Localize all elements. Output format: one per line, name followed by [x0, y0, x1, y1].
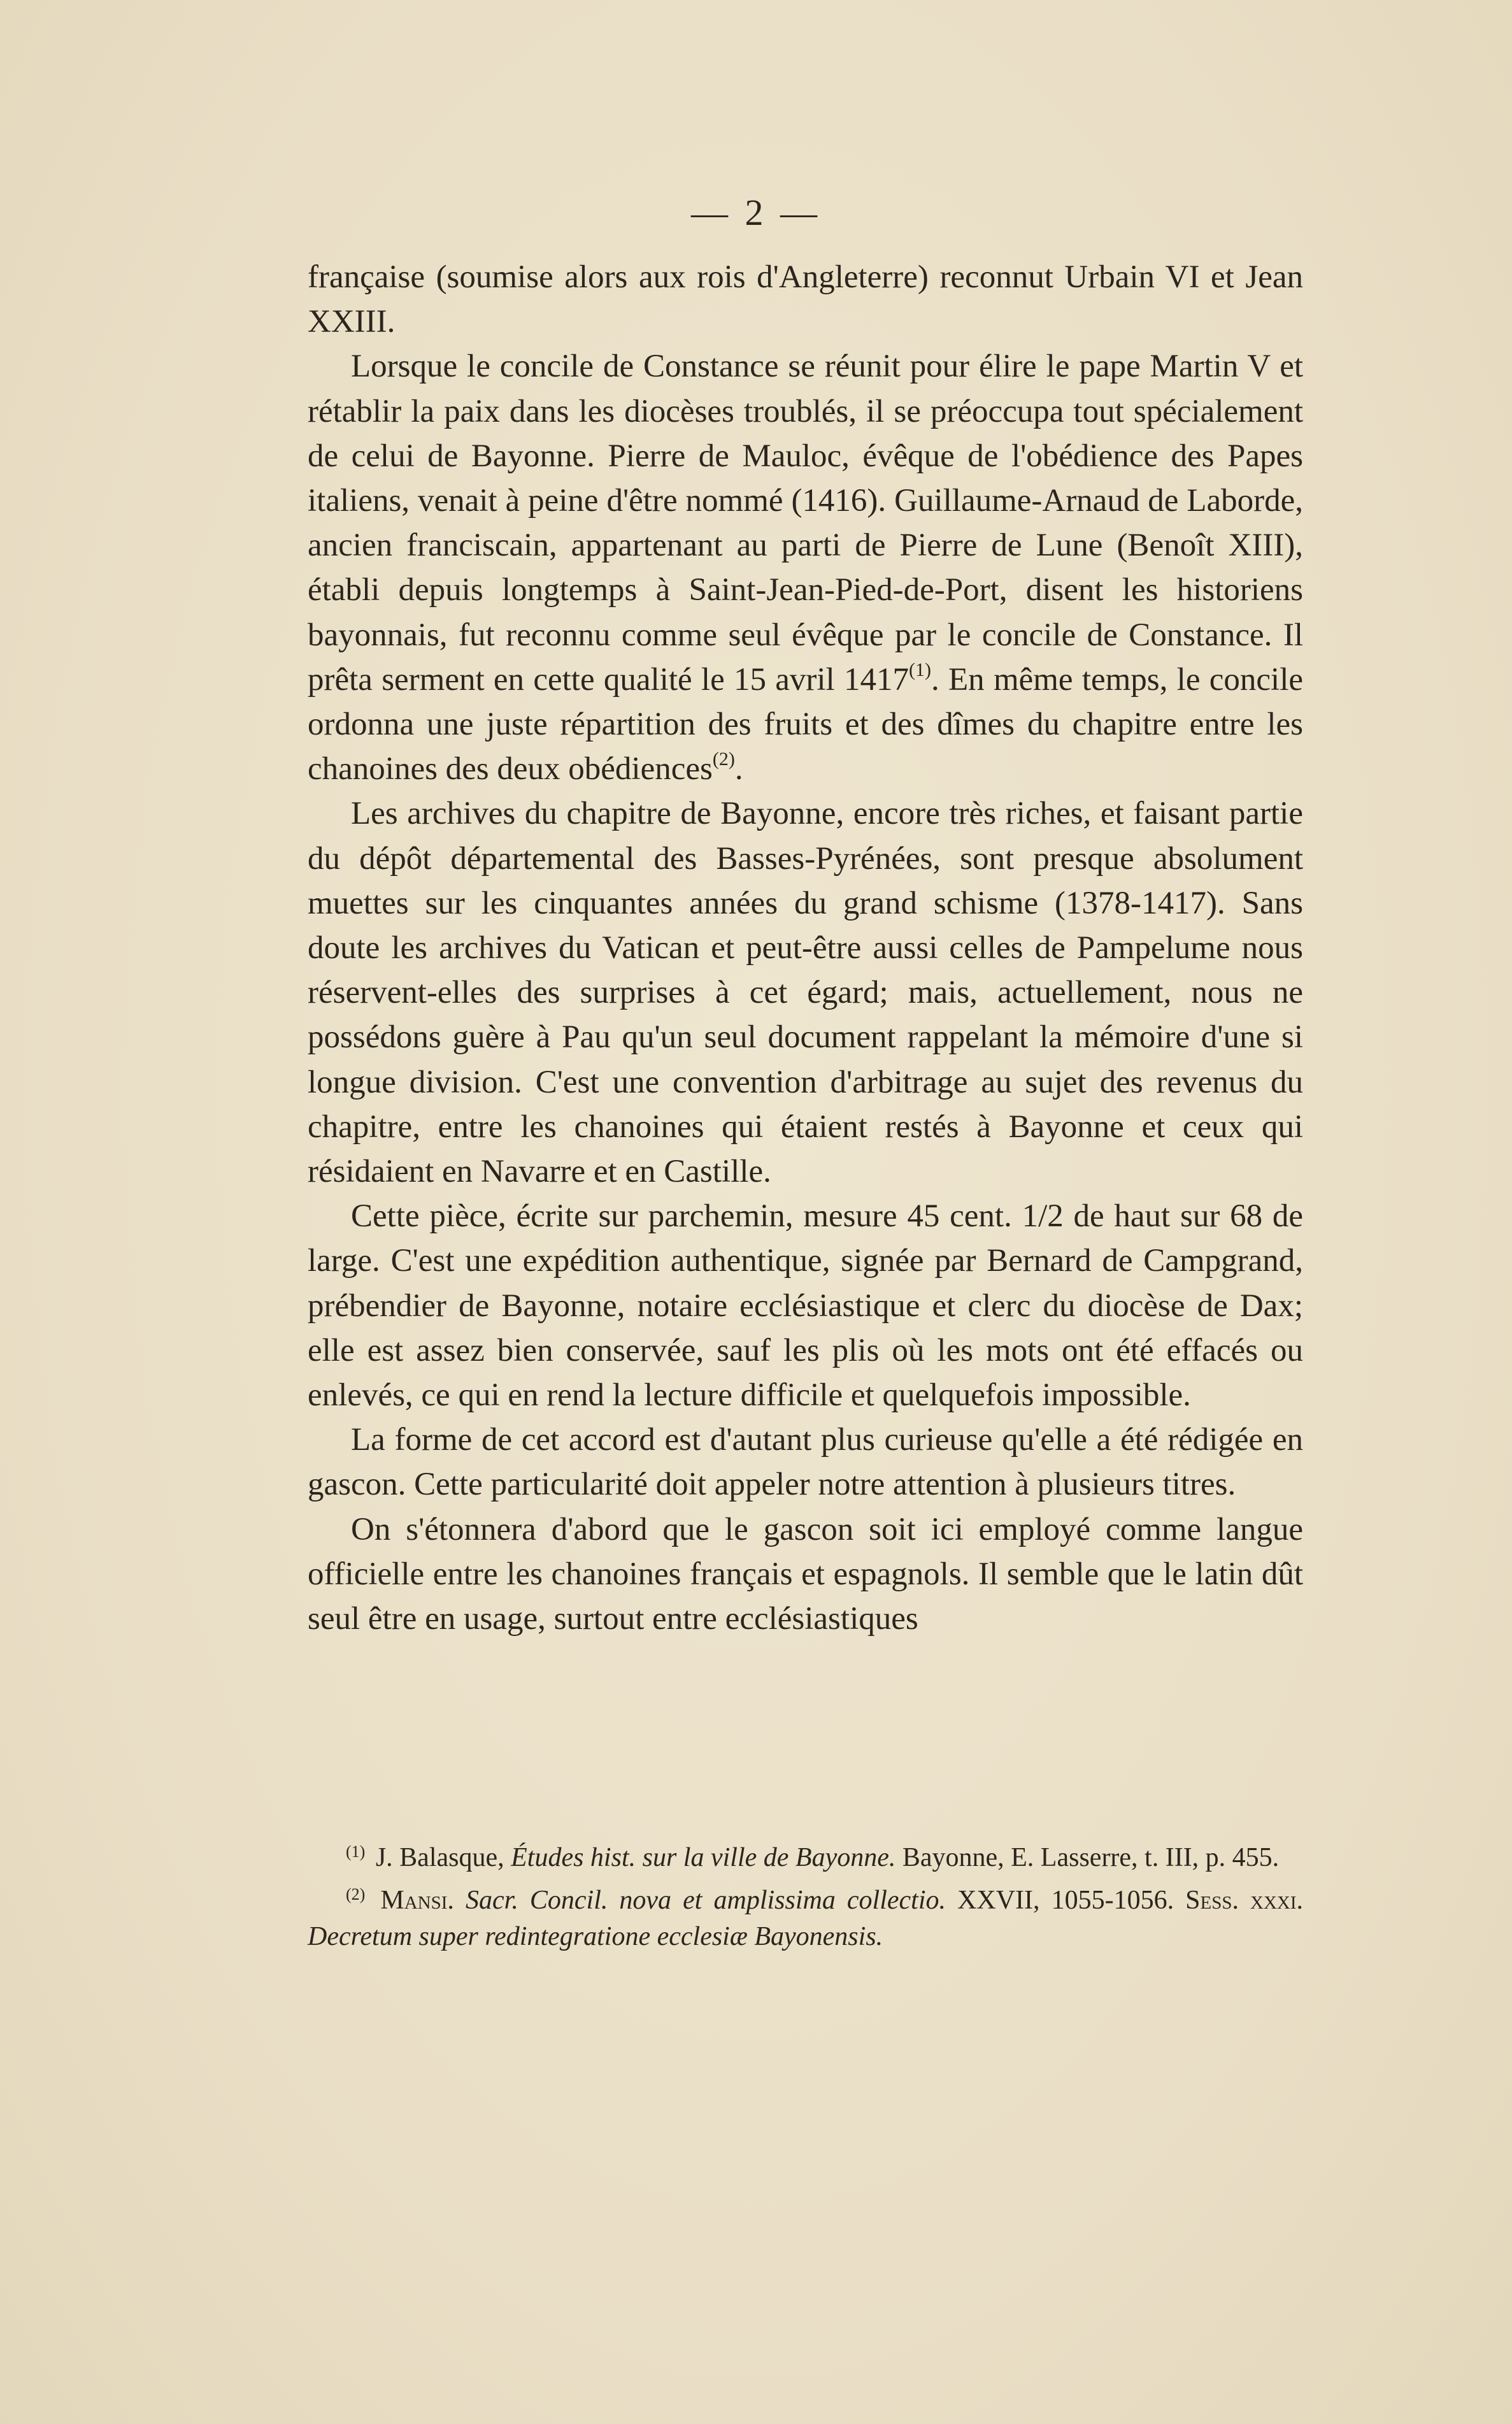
footnote-1-marker: (1) [346, 1842, 366, 1861]
body-text [308, 255, 1303, 1641]
footnote-1-publisher: Bayonne, E. Lasserre, t. III, p. 455. [902, 1843, 1280, 1872]
footnote-2-title: Sacr. Concil. nova et amplissima collectio. [465, 1886, 946, 1915]
footnote-ref-2: (2) [712, 749, 735, 770]
footnote-2-author: Mansi. [380, 1886, 454, 1915]
footnote-ref-1: (1) [909, 659, 931, 680]
footnotes [308, 1833, 1303, 1955]
footnote-1 [308, 1833, 1303, 1876]
paragraph-5: La forme de cet accord est d'autant plus curieuse qu'elle a été rédigée en gascon. Cette particularité doit appeler notre attention à plusieurs titres. [308, 1422, 1303, 1503]
footnote-2 [308, 1876, 1303, 1955]
footnote-1-title: Études hist. sur la ville de Bayonne. [511, 1843, 896, 1872]
footnote-2-decree: Decretum super redintegratione ecclesiæ Bayonensis. [308, 1922, 883, 1951]
paragraph-2-text-c: . [734, 751, 743, 787]
page-number: — 2 — [691, 192, 821, 233]
paragraph-2-text-b: . En même temps, le concile ordonna une juste répartition des fruits et des dîmes du chapitre entre les chanoines des deux obédiences [308, 661, 1304, 787]
paragraph-4: Cette pièce, écrite sur parchemin, mesure 45 cent. 1/2 de haut sur 68 de large. C'est une expédition authentique, signée par Bernard de Campgrand, prébendier de Bayonne, notaire ecclésiastique et clerc du diocèse de Dax; elle est assez bien conservée, sauf les plis où les mots ont été effacés ou enlevés, ce qui en rend la lecture difficile et quelquefois impossible. [308, 1198, 1303, 1414]
footnote-1-author: J. Balasque, [375, 1843, 504, 1872]
footnote-2-marker: (2) [346, 1885, 366, 1904]
footnote-2-session: Sess. xxxi. [1185, 1886, 1304, 1915]
paragraph-1: française (soumise alors aux rois d'Angleterre) reconnut Urbain VI et Jean XXIII. [308, 259, 1303, 340]
paragraph-2-text-a: Lorsque le concile de Constance se réunit pour élire le pape Martin V et rétablir la paix dans les diocèses troublés, il se préoccupa tout spécialement de celui de Bayonne. Pierre de Mauloc, évêque de l'obédience des Papes italiens, venait à peine d'être nommé (1416). Guillaume-Arnaud de Laborde, ancien franciscain, appartenant au parti de Pierre de Lune (Benoît XIII), établi depuis longtemps à Saint-Jean-Pied-de-Port, disent les historiens bayonnais, fut reconnu comme seul évêque par le concile de Constance. Il prêta serment en cette qualité le 15 avril 1417 [308, 348, 1303, 698]
footnote-2-reference: XXVII, 1055-1056. [957, 1886, 1174, 1915]
paragraph-6: On s'étonnera d'abord que le gascon soit ici employé comme langue officielle entre les chanoines français et espagnols. Il semble que le latin dût seul être en usage, surtout entre ecclésiastiques [308, 1511, 1303, 1637]
paragraph-2 [308, 344, 1303, 791]
paragraph-3: Les archives du chapitre de Bayonne, encore très riches, et faisant partie du dépôt départemental des Basses-Pyrénées, sont presque absolument muettes sur les cinquantes années du grand schisme (1378-1417). Sans doute les archives du Vatican et peut-être aussi celles de Pampelume nous réservent-elles des surprises à cet égard; mais, actuellement, nous ne possédons guère à Pau qu'un seul document rappelant la mémoire d'une si longue division. C'est une convention d'arbitrage au sujet des revenus du chapitre, entre les chanoines qui étaient restés à Bayonne et ceux qui résidaient en Navarre et en Castille. [308, 796, 1303, 1190]
